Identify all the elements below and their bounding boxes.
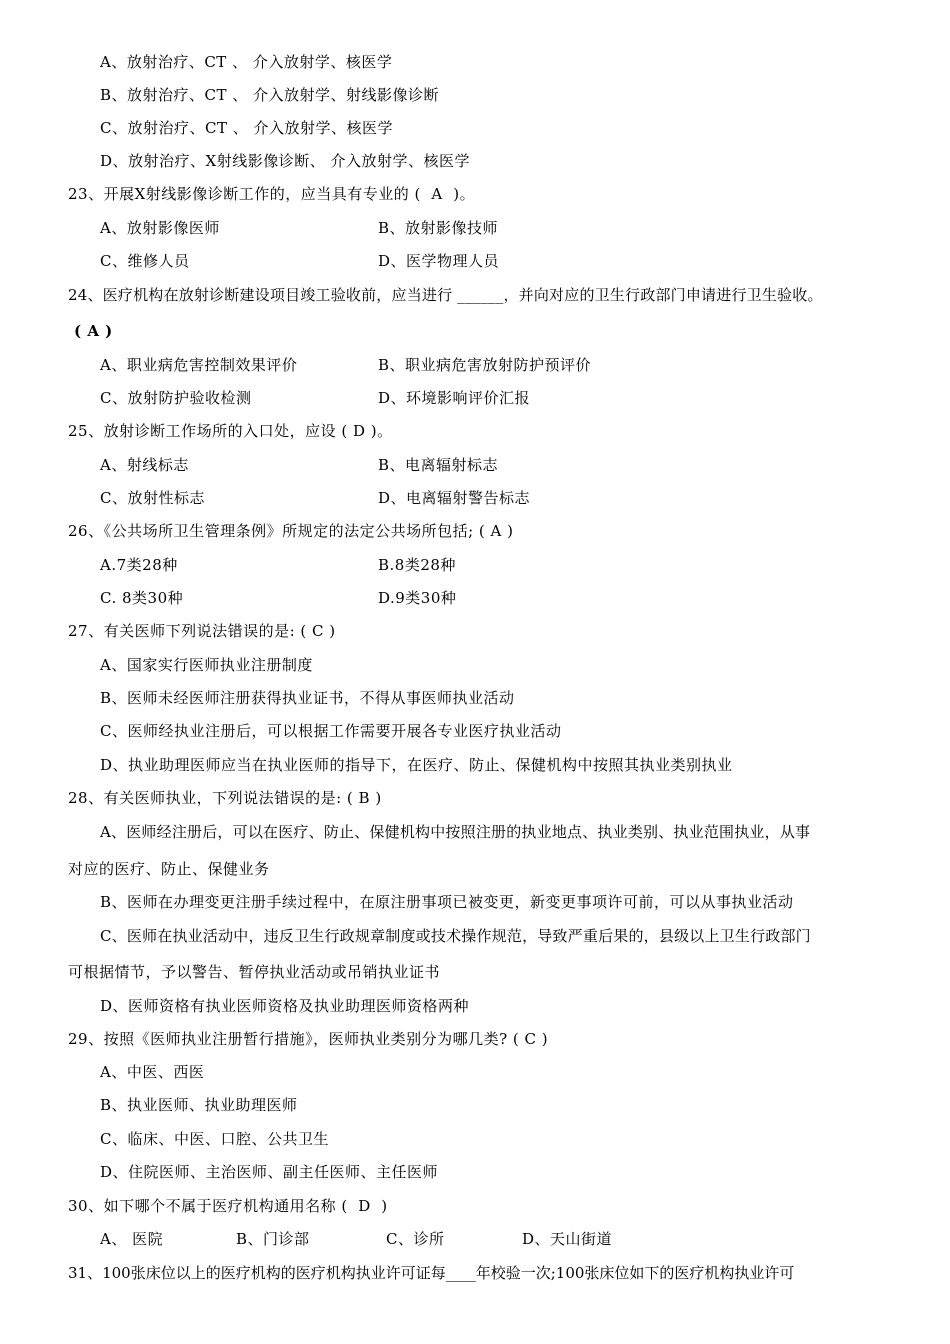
q25-option-a: A、射线标志 — [100, 456, 189, 474]
q22-option-b: B、放射治疗、CT 、 介入放射学、射线影像诊断 — [100, 86, 440, 104]
q24-option-d: D、环境影响评价汇报 — [378, 389, 531, 407]
q29-option-a: A、中医、西医 — [100, 1063, 205, 1081]
q25-question: 25、放射诊断工作场所的入口处，应设 ( D )。 — [68, 422, 393, 440]
q23-option-b: B、放射影像技师 — [378, 219, 499, 237]
q28-option-b: B、医师在办理变更注册手续过程中，在原注册事项已被变更，新变更事项许可前，可以从事执业活动 — [100, 893, 794, 911]
q30-option-c: C、诊所 — [386, 1230, 445, 1248]
q22-option-a: A、放射治疗、CT 、 介入放射学、核医学 — [100, 53, 393, 71]
q24-option-b: B、职业病危害放射防护预评价 — [378, 356, 592, 374]
q26-option-b: B.8类28种 — [378, 556, 456, 574]
q26-option-d: D.9类30种 — [378, 589, 457, 607]
q27-option-d: D、执业助理医师应当在执业医师的指导下，在医疗、防止、保健机构中按照其执业类别执业 — [100, 756, 733, 774]
q29-option-d: D、住院医师、主治医师、副主任医师、主任医师 — [100, 1163, 439, 1181]
q29-option-c: C、临床、中医、口腔、公共卫生 — [100, 1130, 329, 1148]
q26-option-a: A.7类28种 — [100, 556, 178, 574]
q30-option-a: A、 医院 — [100, 1230, 164, 1248]
q28-option-a: A、医师经注册后，可以在医疗、防止、保健机构中按照注册的执业地点、执业类别、执业范围执业，从事 — [100, 823, 811, 841]
q29-question: 29、按照《医师执业注册暂行措施》，医师执业类别分为哪几类? ( C ) — [68, 1030, 549, 1048]
q28-option-c-cont: 可根据情节，予以警告、暂停执业活动或吊销执业证书 — [68, 963, 441, 981]
q29-option-b: B、执业医师、执业助理医师 — [100, 1096, 298, 1114]
q23-option-a: A、放射影像医师 — [100, 219, 220, 237]
q24-answer: ( A ) — [74, 322, 113, 340]
q31-question: 31、100张床位以上的医疗机构的医疗机构执业许可证每____年校验一次;100张床位如下的医疗机构执业许可 — [68, 1264, 795, 1282]
q24-option-c: C、放射防护验收检测 — [100, 389, 252, 407]
q27-option-b: B、医师未经医师注册获得执业证书，不得从事医师执业活动 — [100, 689, 515, 707]
q25-option-d: D、电离辐射警告标志 — [378, 489, 531, 507]
q30-question: 30、如下哪个不属于医疗机构通用名称 ( D ) — [68, 1197, 388, 1215]
q23-option-c: C、维修人员 — [100, 252, 190, 270]
q27-option-c: C、医师经执业注册后，可以根据工作需要开展各专业医疗执业活动 — [100, 722, 562, 740]
q30-option-d: D、天山街道 — [522, 1230, 613, 1248]
q22-option-d: D、放射治疗、X射线影像诊断、 介入放射学、核医学 — [100, 152, 470, 170]
q25-option-c: C、放射性标志 — [100, 489, 205, 507]
q26-question: 26、《公共场所卫生管理条例》所规定的法定公共场所包括; ( A ) — [68, 522, 514, 540]
q28-option-c: C、医师在执业活动中，违反卫生行政规章制度或技术操作规范，导致严重后果的，县级以上卫生行政部门 — [100, 927, 811, 945]
q25-option-b: B、电离辐射标志 — [378, 456, 499, 474]
q22-option-c: C、放射治疗、CT 、 介入放射学、核医学 — [100, 119, 393, 137]
q23-question: 23、开展X射线影像诊断工作的，应当具有专业的 ( A )。 — [68, 185, 476, 203]
q27-option-a: A、国家实行医师执业注册制度 — [100, 656, 313, 674]
q28-option-d: D、医师资格有执业医师资格及执业助理医师资格两种 — [100, 997, 470, 1015]
q24-question: 24、医疗机构在放射诊断建设项目竣工验收前，应当进行 ______，并向对应的卫生行政部门申请进行卫生验收。 — [68, 286, 823, 304]
q23-option-d: D、医学物理人员 — [378, 252, 500, 270]
q24-option-a: A、职业病危害控制效果评价 — [100, 356, 298, 374]
q28-option-a-cont: 对应的医疗、防止、保健业务 — [68, 860, 270, 878]
q27-question: 27、有关医师下列说法错误的是: ( C ) — [68, 622, 336, 640]
q30-option-b: B、门诊部 — [236, 1230, 310, 1248]
q28-question: 28、有关医师执业，下列说法错误的是: ( B ) — [68, 789, 382, 807]
q26-option-c: C. 8类30种 — [100, 589, 184, 607]
